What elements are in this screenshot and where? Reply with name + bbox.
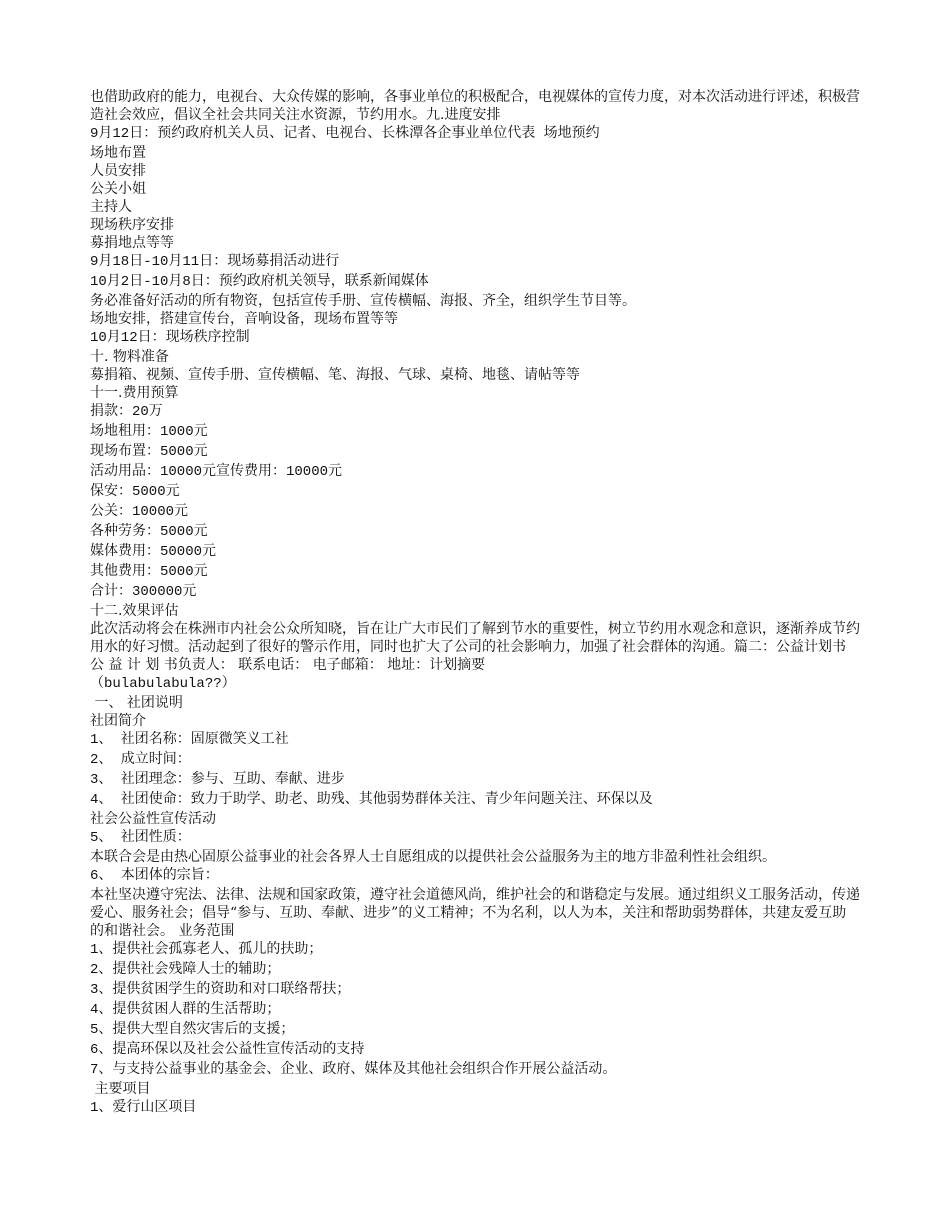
document-line: 公关小姐 [90, 181, 146, 197]
document-line: 各种劳务：5000元 [90, 524, 208, 540]
document-line: 合计：300000元 [90, 584, 197, 600]
document-line: 4、 社团使命：致力于助学、助老、助残、其他弱势群体关注、青少年问题关注、环保以及 [90, 792, 653, 808]
document-line: 1、爱行山区项目 [90, 1100, 197, 1116]
document-line: 10月12日：现场秩序控制 [90, 330, 250, 346]
document-line: 场地租用：1000元 [90, 424, 208, 440]
document-line: 10月2日-10月8日：预约政府机关领导，联系新闻媒体 [90, 274, 429, 290]
document-line: 十一.费用预算 [90, 385, 179, 401]
document-page [90, 88, 860, 1118]
document-line: 2、提供社会残障人士的辅助； [90, 962, 281, 978]
document-line: 6、提高环保以及社会公益性宣传活动的支持 [90, 1042, 365, 1058]
document-line: 1、 社团名称：固原微笑义工社 [90, 732, 289, 748]
document-line: 社团简介 [90, 713, 146, 729]
document-line: 也借助政府的能力，电视台、大众传媒的影响，各事业单位的积极配合，电视媒体的宣传力度，对本次活动进行评述，积极营造社会效应，倡议全社会共同关注水资源，节约用水。九.进度安排 [90, 89, 860, 123]
document-line: 4、提供贫困人群的生活帮助； [90, 1002, 281, 1018]
document-line: 2、 成立时间： [90, 752, 191, 768]
document-line: 人员安排 [90, 163, 146, 179]
document-line: 主持人 [90, 199, 132, 215]
document-line: 现场布置：5000元 [90, 444, 208, 460]
document-line: 公 益 计 划 书负责人： 联系电话： 电子邮箱： 地址：计划摘要 [90, 657, 486, 673]
document-line: 本联合会是由热心固原公益事业的社会各界人士自愿组成的以提供社会公益服务为主的地方非盈利性社会组织。 [90, 849, 776, 865]
document-line: 此次活动将会在株洲市内社会公众所知晓，旨在让广大市民们了解到节水的重要性，树立节约用水观念和意识，逐渐养成节约用水的好习惯。活动起到了很好的警示作用，同时也扩大了公司的社会影响力，加强了社会群体的沟通。篇二：公益计划书 [90, 621, 860, 655]
document-line: 6、 本团体的宗旨： [90, 868, 219, 884]
document-line: 5、 社团性质： [90, 830, 191, 846]
document-line: （bulabulabula??） [90, 676, 236, 692]
document-line: 场地安排，搭建宣传台，音响设备，现场布置等等 [90, 311, 398, 327]
document-line: 公关：10000元 [90, 504, 189, 520]
document-line: 十. 物料准备 [90, 349, 169, 365]
document-line: 主要项目 [90, 1081, 151, 1097]
document-line: 3、提供贫困学生的资助和对口联络帮扶； [90, 982, 351, 998]
document-line: 3、 社团理念：参与、互助、奉献、进步 [90, 772, 345, 788]
document-line: 保安：5000元 [90, 484, 180, 500]
document-line: 媒体费用：50000元 [90, 544, 217, 560]
document-line: 9月12日：预约政府机关人员、记者、电视台、长株潭各企事业单位代表 场地预约 [90, 126, 600, 142]
document-line: 一、 社团说明 [90, 695, 183, 711]
document-line: 募捐地点等等 [90, 235, 174, 251]
document-line: 5、提供大型自然灾害后的支援； [90, 1022, 295, 1038]
document-line: 1、提供社会孤寡老人、孤儿的扶助； [90, 942, 323, 958]
document-line: 务必准备好活动的所有物资，包括宣传手册、宣传横幅、海报、齐全，组织学生节目等。 [90, 293, 636, 309]
document-line: 社会公益性宣传活动 [90, 811, 216, 827]
document-line: 活动用品：10000元宣传费用：10000元 [90, 464, 343, 480]
document-line: 十二.效果评估 [90, 603, 179, 619]
document-line: 捐款：20万 [90, 404, 163, 420]
document-line: 本社坚决遵守宪法、法律、法规和国家政策，遵守社会道德风尚，维护社会的和谐稳定与发展。通过组织义工服务活动，传递爱心、服务社会；倡导“参与、互助、奉献、进步”的义工精神；不为名利，以人为本，关注和帮助弱势群体，共建友爱互助的和谐社会。 业务范围 [90, 887, 860, 939]
document-line: 9月18日-10月11日：现场募捐活动进行 [90, 254, 340, 270]
document-line: 场地布置 [90, 145, 146, 161]
document-line: 现场秩序安排 [90, 217, 174, 233]
document-line: 其他费用：5000元 [90, 564, 208, 580]
document-line: 募捐箱、视频、宣传手册、宣传横幅、笔、海报、气球、桌椅、地毯、请帖等等 [90, 367, 580, 383]
document-line: 7、与支持公益事业的基金会、企业、政府、媒体及其他社会组织合作开展公益活动。 [90, 1062, 617, 1078]
